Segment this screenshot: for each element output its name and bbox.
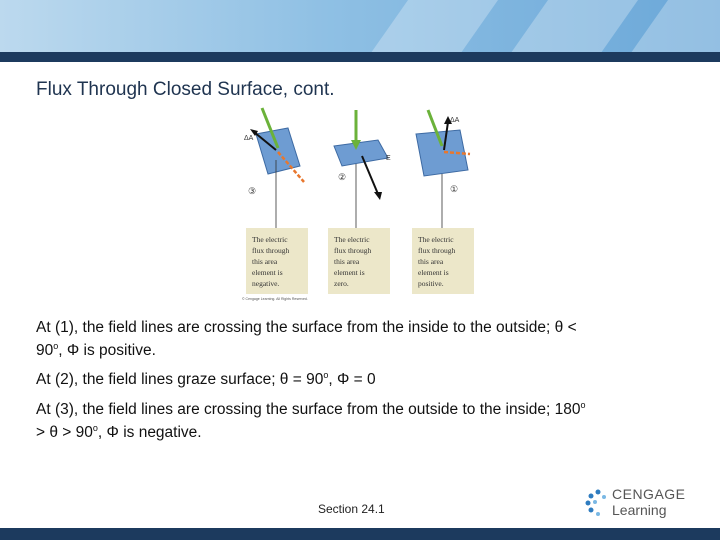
- caption-box-3: [246, 228, 308, 294]
- caption-1-line-2: flux through: [418, 246, 456, 255]
- cengage-mark-icon: [584, 488, 610, 518]
- label-3: ③: [248, 186, 257, 196]
- area-element-1: [416, 110, 470, 228]
- caption-2-line-3: this area: [334, 257, 360, 266]
- header-bar: [0, 52, 720, 62]
- caption-3-line-1: The electric: [252, 235, 288, 244]
- paragraph-2: [36, 366, 686, 389]
- paragraph-3-sup-1: o: [580, 400, 586, 410]
- paragraph-3-line-2b: , Φ is negative.: [97, 424, 202, 442]
- paragraph-1-line-2a: 90: [36, 342, 54, 360]
- footer-bar: [0, 528, 720, 540]
- caption-2-line-5: zero.: [334, 279, 349, 288]
- caption-box-1: [412, 228, 474, 294]
- paragraph-2-post: , Φ = 0: [328, 371, 376, 389]
- label-2: ②: [338, 172, 347, 182]
- paragraph-3-sup-2: o: [92, 423, 98, 434]
- caption-3-line-3: this area: [252, 257, 278, 266]
- figure-copyright: © Cengage Learning. All Rights Reserved.: [242, 297, 308, 301]
- caption-1-line-5: positive.: [418, 279, 444, 288]
- label-1: ①: [450, 184, 459, 194]
- caption-box-2: [328, 228, 390, 294]
- caption-1-line-3: this area: [418, 257, 444, 266]
- paragraph-3: [36, 396, 686, 442]
- caption-2-line-2: flux through: [334, 246, 372, 255]
- paragraph-1: [36, 318, 686, 360]
- caption-2-line-1: The electric: [334, 235, 370, 244]
- caption-2-line-4: element is: [334, 268, 365, 277]
- caption-3-line-4: element is: [252, 268, 283, 277]
- paragraph-1-line-1: At (1), the field lines are crossing the surface from the inside to the outside; θ <: [36, 319, 577, 336]
- paragraph-1-sup: o: [53, 341, 59, 351]
- header-banner: [0, 0, 720, 52]
- slide-title: Flux Through Closed Surface, cont.: [36, 79, 335, 100]
- area-element-3: [244, 108, 304, 228]
- caption-1-line-4: element is: [418, 268, 449, 277]
- paragraph-3-line-1: At (3), the field lines are crossing the surface from the outside to the inside; 180: [36, 401, 581, 419]
- paragraph-2-sup: o: [323, 370, 329, 380]
- caption-3-line-2: flux through: [252, 246, 290, 255]
- paragraph-3-line-2a: > θ > 90: [36, 424, 93, 442]
- section-footer: Section 24.1: [318, 502, 385, 516]
- label-E2: E: [386, 155, 391, 162]
- caption-1-line-1: The electric: [418, 235, 454, 244]
- caption-3-line-5: negative.: [252, 279, 280, 288]
- area-element-2: [334, 110, 391, 228]
- paragraph-2-pre: At (2), the field lines graze surface; θ = 90: [36, 371, 324, 389]
- paragraph-1-line-2b: , Φ is positive.: [58, 342, 156, 360]
- logo-text-cengage: CENGAGE: [612, 486, 686, 502]
- label-dA1: ΔA: [450, 117, 460, 124]
- logo-text-learning: Learning: [612, 502, 667, 518]
- cengage-logo: [584, 486, 694, 520]
- label-dA3: ΔA: [244, 135, 254, 142]
- flux-figure: [238, 104, 506, 302]
